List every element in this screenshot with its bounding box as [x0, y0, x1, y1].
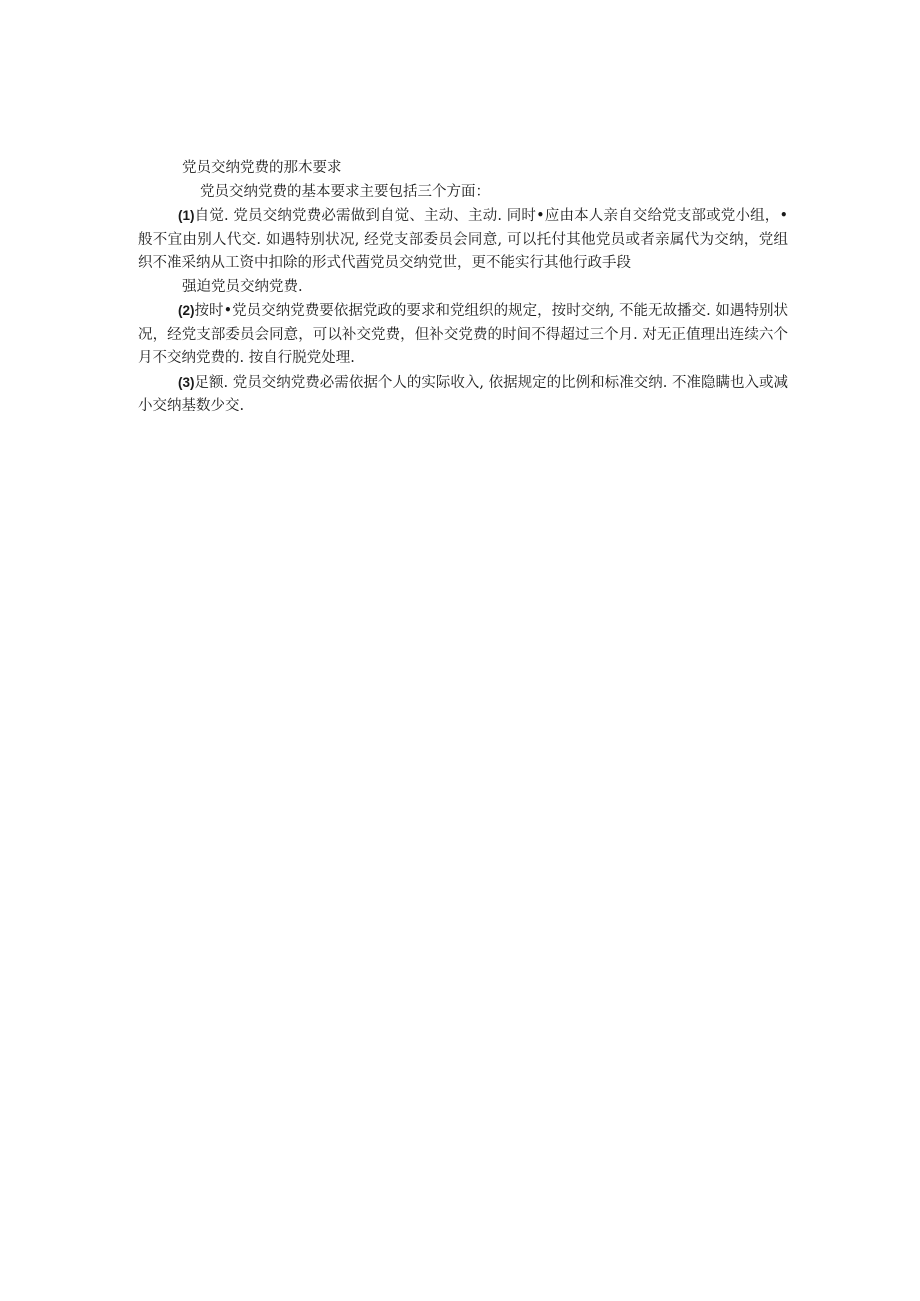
- requirement-item-1: [138, 204, 788, 276]
- requirement-item-1-continuation: 强迫党员交纳党费.: [182, 278, 303, 295]
- item-text: 自觉. 党员交纳党费必需做到自觉、主动、主动. 同时•应由本人亲自交给党支部或党小组，•般不宜由别人代交. 如遇特别状况, 经党支部委员会同意, 可以托付其他党员或者亲属代为交纳，党组织不准采纳从工资中扣除的形式代莤党员交纳党世，更不能实行其他行政手段: [138, 208, 788, 271]
- requirement-item-3: [138, 371, 788, 419]
- item-number: (1): [178, 208, 195, 223]
- item-number: (3): [178, 374, 195, 390]
- intro-paragraph: 党员交纳党费的基本要求主要包括三个方面：: [200, 183, 490, 200]
- item-text: 足额. 党员交纳党费必需依据个人的实际收入, 依据规定的比例和标准交纳. 不准隐瞒也入或减小交纳基数少交.: [138, 374, 788, 414]
- item-number: (2): [178, 303, 195, 318]
- item-text: 按时•党员交纳党费要依据党政的要求和党组织的规定，按时交纳, 不能无故播交. 如遇特别状况，经党支部委员会同意，可以补交党费，但补交党费的时间不得超过三个月. 对无正值理出连续六个月不交纳党费的. 按自行脱党处理.: [138, 303, 788, 366]
- document-title: 党员交纳党费的那木要求: [182, 160, 342, 176]
- document-body: [138, 157, 788, 419]
- requirement-item-2: [138, 299, 788, 371]
